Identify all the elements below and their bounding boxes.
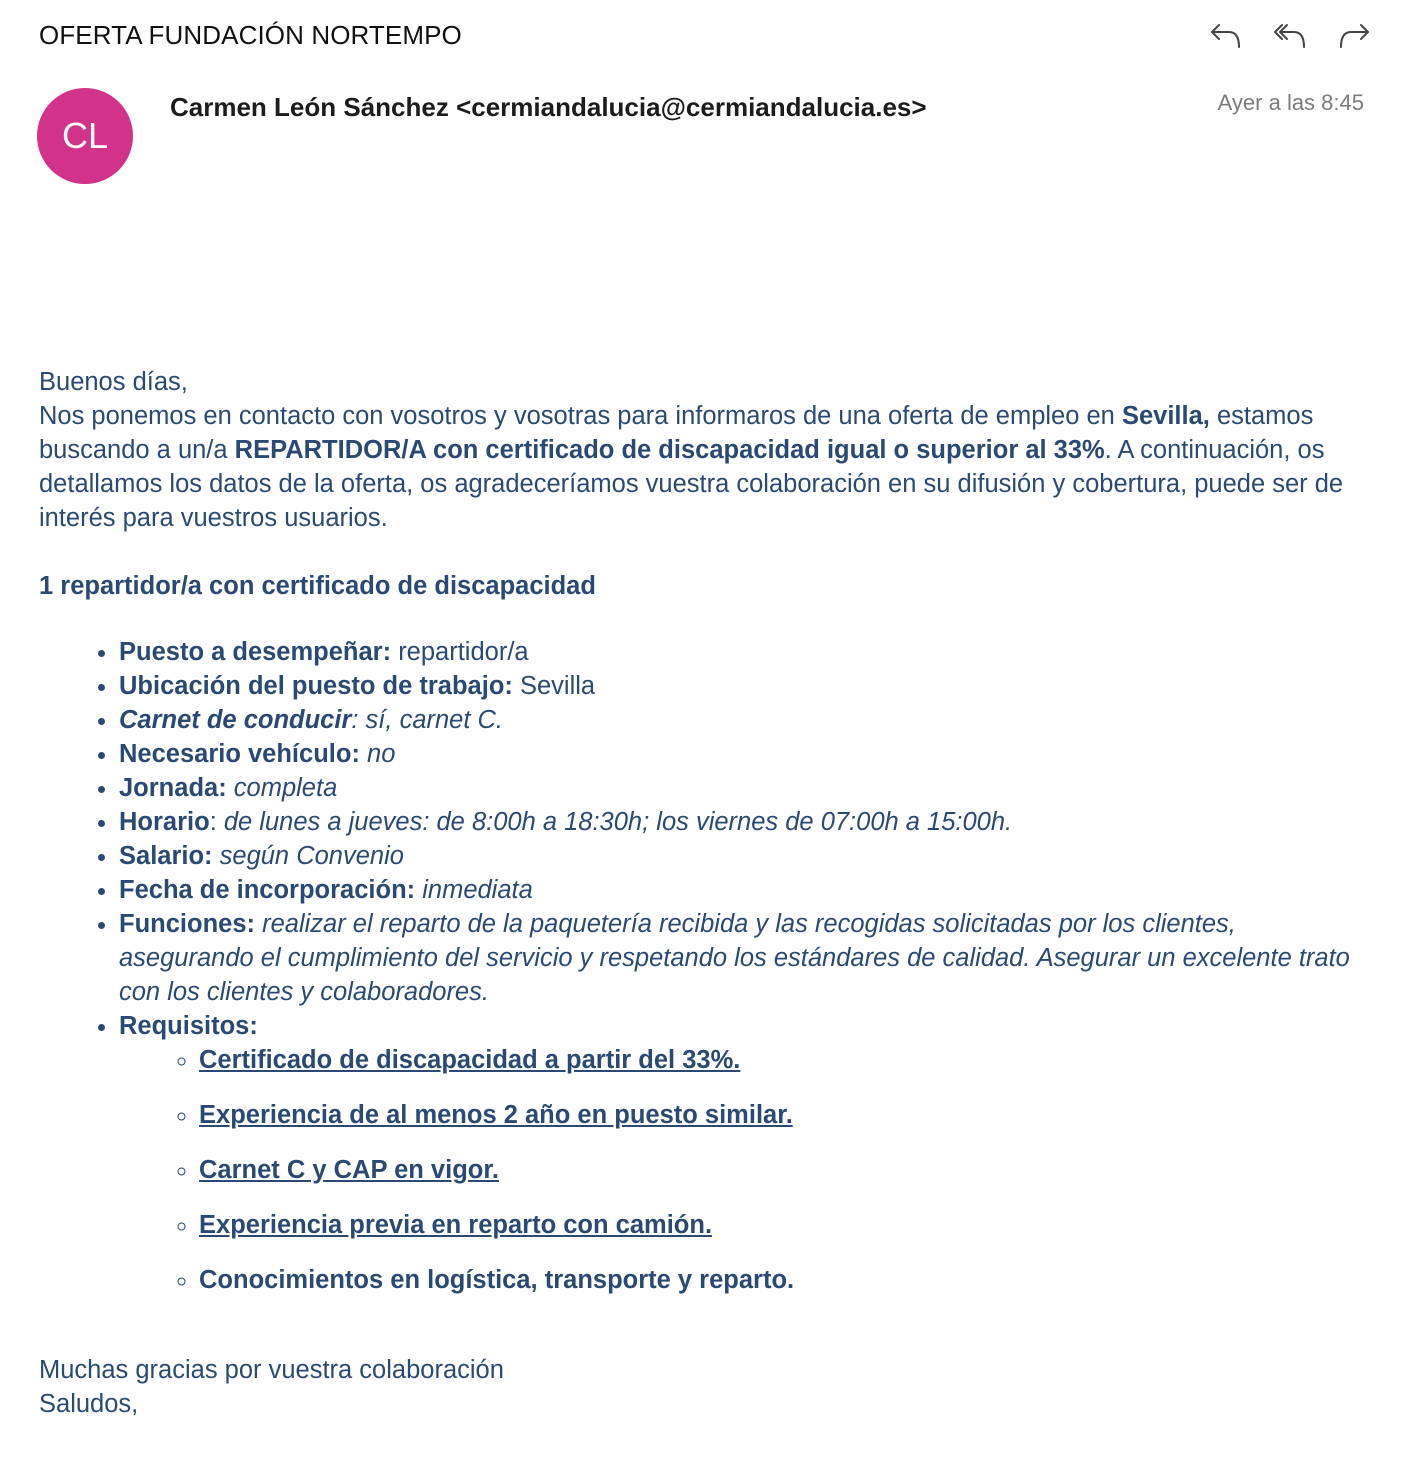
email-subject: OFERTA FUNDACIÓN NORTEMPO (39, 20, 462, 50)
greeting: Buenos días, (39, 368, 188, 396)
detail-item: • Funciones: realizar el reparto de la paquetería recibida y las recogidas solicitadas por los clientes, asegurando el cumplimiento del servicio y respetando los estándares de calidad. Asegurar un excelente trato con los clientes y colaboradores. (119, 907, 1359, 1009)
intro-paragraph: Nos ponemos en contacto con vosotros y vosotras para informaros de una oferta de empleo en Sevilla, estamos buscando a un/a REPARTIDOR/A con certificado de discapacidad igual o superior al 33%. A continuación, os detallamos los datos de la oferta, os agradeceríamos vuestra colaboración en su difusión y cobertura, puede ser de interés para vuestros usuarios. (39, 402, 1344, 532)
detail-item: • Fecha de incorporación: inmediata (119, 873, 1359, 907)
detail-item: • Carnet de conducir: sí, carnet C. (119, 703, 1359, 737)
reply-button[interactable] (1208, 18, 1244, 54)
detail-item: • Ubicación del puesto de trabajo: Sevilla (119, 669, 1359, 703)
requirements-list (119, 1043, 1359, 1297)
requirement-link[interactable]: Experiencia previa en reparto con camión. (199, 1211, 713, 1239)
message-actions (1208, 18, 1372, 54)
requirement-item: ◦ Conocimientos en logística, transporte y reparto. (199, 1263, 1359, 1297)
detail-item-requirements: • Requisitos: ◦ Certificado de discapacidad a partir del 33%. ◦ Experiencia de al menos 2 año en puesto similar. ◦ Carnet C y CAP en vigor. ◦ Experiencia previa en reparto con camión. ◦ Conocimientos en logística, transporte y reparto. (119, 1009, 1359, 1297)
detail-item: • Horario: de lunes a jueves: de 8:00h a 18:30h; los viernes de 07:00h a 15:00h. (119, 805, 1359, 839)
detail-item: • Puesto a desempeñar: repartidor/a (119, 635, 1359, 669)
reply-all-button[interactable] (1272, 18, 1308, 54)
reply-icon (1209, 22, 1243, 50)
forward-icon (1337, 22, 1371, 50)
requirement-item[interactable] (199, 1153, 1359, 1187)
requirement-item[interactable] (199, 1098, 1359, 1132)
reply-all-icon (1273, 22, 1307, 50)
offer-details-list (39, 635, 1359, 1297)
requirement-link[interactable]: Carnet C y CAP en vigor. (199, 1156, 499, 1184)
signoff: Saludos, (39, 1390, 139, 1418)
sender-avatar: CL (37, 88, 133, 184)
detail-item: • Jornada: completa (119, 771, 1359, 805)
closing-line: Muchas gracias por vuestra colaboración (39, 1356, 504, 1384)
email-body (39, 365, 1359, 1421)
requirement-link[interactable]: Experiencia de al menos 2 año en puesto similar. (199, 1101, 793, 1129)
forward-button[interactable] (1336, 18, 1372, 54)
sender-name-address[interactable]: Carmen León Sánchez <cermiandalucia@cermiandalucia.es> (170, 92, 927, 122)
requirement-item[interactable] (199, 1043, 1359, 1077)
requirement-item[interactable] (199, 1208, 1359, 1242)
detail-item: • Necesario vehículo: no (119, 737, 1359, 771)
requirement-link[interactable]: Certificado de discapacidad a partir del 33%. (199, 1046, 741, 1074)
message-timestamp: Ayer a las 8:45 (1217, 90, 1364, 115)
detail-item: • Salario: según Convenio (119, 839, 1359, 873)
section-title: 1 repartidor/a con certificado de discapacidad (39, 572, 596, 600)
